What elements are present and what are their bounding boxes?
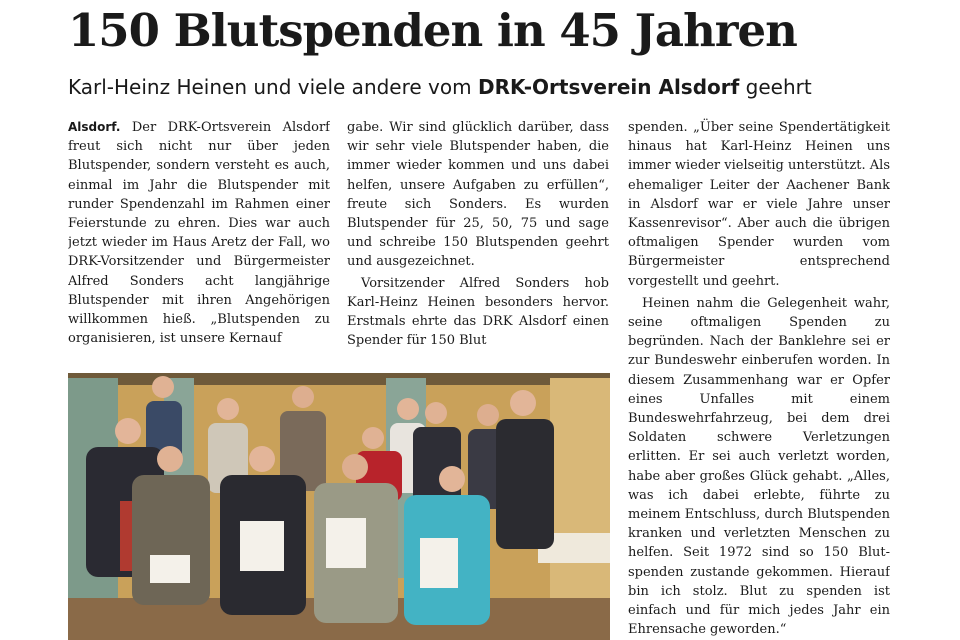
article-column-2 xyxy=(347,118,609,358)
dateline: Alsdorf. xyxy=(68,120,121,134)
photo-certificate xyxy=(240,521,284,571)
subhead-text: Karl-Heinz Heinen und viele andere vom xyxy=(68,75,478,99)
photo-window-right xyxy=(550,378,610,608)
paragraph: gabe. Wir sind glücklich darüber, dass wir sehr viele Blutspender haben, die immer wieder kommen und uns dabei helfen, unsere Aufgaben zu erfüllen“, freute sich Sonders. Es wurden Blutspender für 25, 50, 75 und sage und schreibe 150 Blutspenden geehrt und ausgezeichnet. xyxy=(347,120,609,270)
paragraph: Heinen nahm die Gelegenheit wahr, seine oftmaligen Spenden zu begründen. Nach der Banklehre sei er zur Bundeswehr einberufen worden. In diesem Zusammenhang war er Opfer eines Unfalles mit einem Bundeswehrfahrzeug, bei dem drei Soldaten schwere Verletzungen erlitten. Er sei auch verletzt worden, habe aber großes Glück gehabt. „Alles, was ich dabei erlebte, führte zu meinem Entschluss, durch Blutspenden kranken und verletzten Menschen zu helfen. Seit 1972 sind so 150 Blutspenden zustande gekommen. Hierauf bin ich stolz. Blut zu spenden ist einfach und für mich jedes Jahr ein Ehrensache geworden.“ xyxy=(628,295,890,638)
subhead-org-name: DRK-Ortsverein Alsdorf xyxy=(477,75,740,99)
paragraph-text: Der DRK-Ortsverein Alsdorf freut sich nicht nur über jeden Blutspender, sondern versteht es auch, einmal im Jahr die Blutspender mit runder Spendenzahl im Rahmen einer Feierstunde zu ehren. Dies war auch jetzt wieder im Haus Aretz der Fall, wo DRK-Vorsitzender und Bürgermeister Alfred Sonders acht langjährige Blutspender mit ihren Angehörigen willkommen hieß. „Blutspenden zu organisieren, ist unsere Kernauf xyxy=(68,120,330,347)
photo-certificate xyxy=(150,555,190,583)
paragraph xyxy=(68,118,330,348)
article-column-3 xyxy=(628,118,890,640)
headline: 150 Blutspenden in 45 Jahren xyxy=(68,4,797,57)
article-column-1 xyxy=(68,118,330,358)
group-photo-illustration xyxy=(68,373,610,640)
paragraph: spenden. „Über seine Spendertätigkeit hinaus hat Karl-Heinz Heinen uns immer wieder vielseitig unterstützt. Als ehemaliger Leiter der Aachener Bank in Alsdorf war er viele Jahre unser Kassenrevisor“. Aber auch die übrigen oftmaligen Spender wurden vom Bürgermeister entsprechend vorgestellt und geehrt. xyxy=(628,120,890,289)
photo-certificate xyxy=(420,538,458,588)
photo-ceiling-trim xyxy=(68,373,610,385)
group-photo xyxy=(68,373,610,640)
photo-certificate xyxy=(326,518,366,568)
paragraph: Vorsitzender Alfred Sonders hob Karl-Heinz Heinen besonders hervor. Erstmals ehrte das DRK Alsdorf einen Spender für 150 Blut xyxy=(347,275,609,349)
subheadline xyxy=(68,73,812,101)
subhead-suffix: geehrt xyxy=(739,75,812,99)
